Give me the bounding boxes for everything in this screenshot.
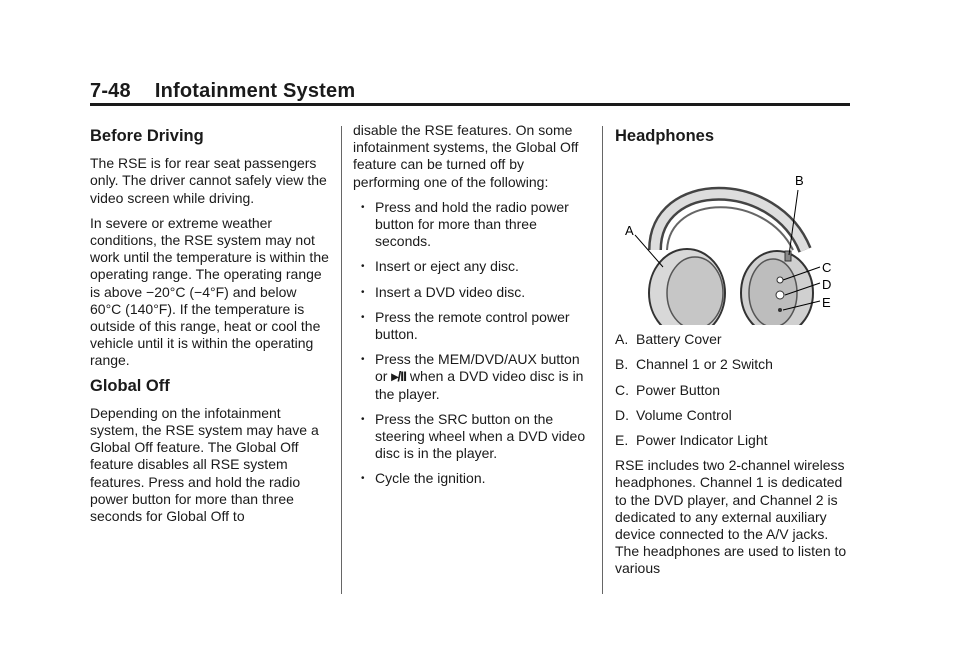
- list-item-text: Insert or eject any disc.: [375, 258, 519, 275]
- bullet-icon: •: [361, 201, 365, 213]
- paragraph: In severe or extreme weather conditions, the RSE system may not work until the temperature is within the operating range. The operating range is above −20°C (−4°F) and below 60°C (140°F). If the temperature is outside of this range, heat or cool the vehicle until it is within the operating range.: [90, 214, 329, 369]
- callout-c: C: [822, 260, 832, 276]
- legend-text: Channel 1 or 2 Switch: [636, 356, 773, 373]
- legend-item: [615, 331, 855, 348]
- list-item-text: Press the remote control power button.: [375, 308, 570, 343]
- list-item: [353, 284, 593, 301]
- list-item-text: Press the SRC button on the steering wheel when a DVD video disc is in the player.: [375, 410, 586, 462]
- bullet-icon: •: [361, 261, 365, 273]
- heading-headphones: Headphones: [615, 127, 715, 145]
- legend-item: [615, 356, 855, 373]
- header-title: [90, 80, 848, 103]
- callout-e: E: [822, 295, 831, 311]
- column-divider: [602, 126, 603, 594]
- column-divider: [341, 126, 342, 594]
- legend-text: Battery Cover: [636, 331, 722, 348]
- legend-item: [615, 432, 855, 449]
- heading-global-off: Global Off: [90, 376, 170, 395]
- list-item-text: Cycle the ignition.: [375, 470, 486, 487]
- headphones-figure: [615, 155, 845, 325]
- callout-b: B: [795, 173, 804, 189]
- bullet-icon: •: [361, 413, 365, 425]
- figure-legend: [615, 331, 855, 449]
- headphones-illustration: [615, 155, 845, 325]
- list-item: [353, 470, 593, 487]
- legend-letter: E.: [615, 432, 629, 449]
- paragraph: disable the RSE features. On some infotainment systems, the Global Off feature can be turned off by performing one of the following:: [353, 122, 579, 190]
- legend-letter: D.: [615, 406, 629, 423]
- list-item: [353, 351, 593, 403]
- legend-text: Power Indicator Light: [636, 432, 768, 449]
- list-item-text: Insert a DVD video disc.: [375, 283, 526, 300]
- bullet-icon: •: [361, 311, 365, 323]
- list-item-text: when a DVD video disc is in the player.: [375, 368, 584, 402]
- paragraph: Depending on the infotainment system, the RSE system may have a Global Off feature. The Global Off feature disables all RSE system features. Press and hold the radio power button for more than three seconds for Global Off to: [90, 404, 319, 525]
- header-rule: [90, 103, 850, 106]
- list-item: [353, 309, 593, 343]
- paragraph: RSE includes two 2-channel wireless headphones. Channel 1 is dedicated to the DVD player, and Channel 2 is dedicated to any external auxiliary device connected to the A/V jacks. The headphones are used to listen to various: [615, 457, 847, 577]
- section-title: Infotainment System: [154, 80, 356, 102]
- list-item: [353, 411, 593, 463]
- bullet-icon: •: [361, 354, 365, 366]
- list-item-text: Press the MEM/DVD/AUX button or: [375, 351, 580, 385]
- legend-item: [615, 382, 855, 399]
- legend-letter: A.: [615, 331, 629, 348]
- bullet-icon: •: [361, 286, 365, 298]
- list-item-text: Press and hold the radio power button for more than three seconds.: [375, 198, 569, 250]
- page-header: [90, 80, 848, 103]
- column-3: [615, 122, 855, 586]
- list-item: [353, 258, 593, 275]
- callout-a: A: [625, 223, 634, 239]
- legend-text: Volume Control: [636, 406, 732, 423]
- callout-d: D: [822, 277, 832, 293]
- column-2: [353, 122, 593, 496]
- paragraph: The RSE is for rear seat passengers only. The driver cannot safely view the video screen while driving.: [90, 155, 327, 206]
- legend-text: Power Button: [636, 381, 721, 398]
- bullet-icon: •: [361, 473, 365, 485]
- legend-letter: B.: [615, 356, 629, 373]
- legend-item: [615, 407, 855, 424]
- list-item: [353, 199, 593, 251]
- play-pause-icon: ▸/II: [391, 368, 407, 385]
- heading-before-driving: Before Driving: [90, 127, 204, 145]
- bullet-list: [353, 199, 593, 488]
- column-1: [90, 122, 330, 533]
- page-number: 7-48: [90, 80, 131, 102]
- legend-letter: C.: [615, 381, 629, 398]
